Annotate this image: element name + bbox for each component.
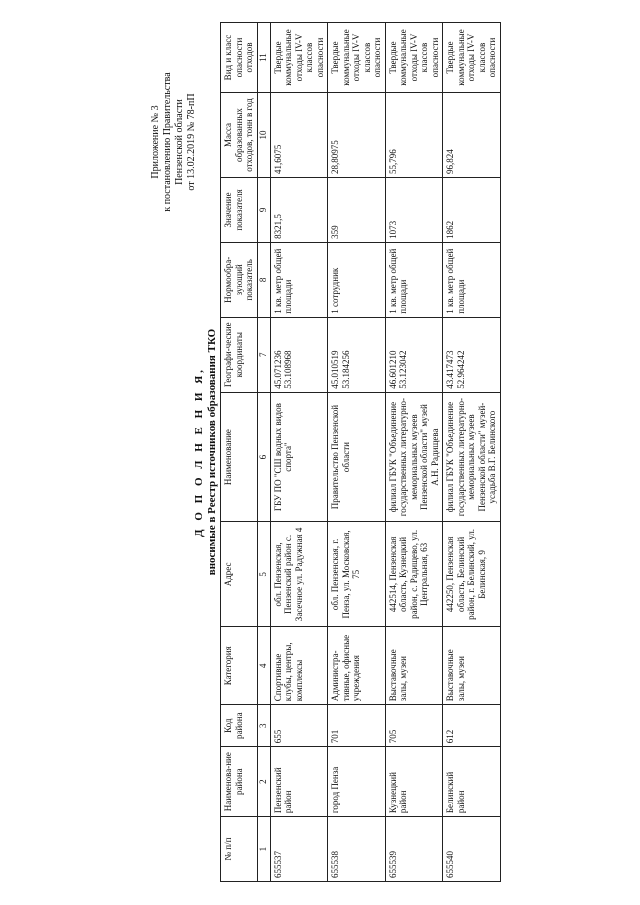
cell-district: город Пенза <box>328 747 386 817</box>
cell-value: 359 <box>328 177 386 242</box>
table-row <box>270 23 328 882</box>
header-row <box>221 23 258 882</box>
cell-number: 655540 <box>443 817 501 882</box>
table-row <box>443 23 501 882</box>
cell-indicator: 1 кв. метр общей площади <box>443 242 501 317</box>
column-number: 5 <box>257 522 270 627</box>
header-cell: Наименование <box>221 392 258 522</box>
cell-coordinates: 45.010519 53.184256 <box>328 317 386 392</box>
cell-address: 442514, Пензенская область, Кузнецкий район, с. Радищево, ул. Центральная, 63 <box>385 522 443 627</box>
header-cell: Код района <box>221 705 258 747</box>
cell-value: 1862 <box>443 177 501 242</box>
cell-number: 655539 <box>385 817 443 882</box>
column-number-row <box>257 23 270 882</box>
cell-address: обл. Пензенская, Пензенский район с. Засечное ул. Радужная 4 <box>270 522 328 627</box>
cell-name: филиал ГБУК "Объединение государственных литературно-мемориальных музеев Пензенской области" музей А.Н. Радищева <box>385 392 443 522</box>
cell-category: Выставочные залы, музеи <box>443 627 501 705</box>
column-number: 4 <box>257 627 270 705</box>
cell-category: Спортивные клубы, центры, комплексы <box>270 627 328 705</box>
cell-coordinates: 43.417473 52.964242 <box>443 317 501 392</box>
cell-mass: 28,80975 <box>328 93 386 178</box>
cell-name: ГБУ ПО "СШ водных видов спорта" <box>270 392 328 522</box>
cell-number: 655537 <box>270 817 328 882</box>
cell-address: 442250, Пензенская область, Белинский район, г. Белинский, ул. Белинская, 9 <box>443 522 501 627</box>
appendix-line-3: Пензенской области <box>174 99 185 185</box>
cell-code: 612 <box>443 705 501 747</box>
cell-code: 701 <box>328 705 386 747</box>
cell-indicator: 1 сотрудник <box>328 242 386 317</box>
cell-mass: 41,6075 <box>270 93 328 178</box>
document-title: Д О П О Л Н Е Н И Я, <box>193 367 205 537</box>
cell-indicator: 1 кв. метр общей площади <box>385 242 443 317</box>
appendix-block <box>150 12 198 272</box>
cell-waste-class: Твердые коммунальные отходы IV-V классов опасности <box>270 23 328 93</box>
cell-district: Кузнецкий район <box>385 747 443 817</box>
cell-category: Администра-тивные, офисные учреждения <box>328 627 386 705</box>
column-number: 1 <box>257 817 270 882</box>
header-cell: Адрес <box>221 522 258 627</box>
column-number: 6 <box>257 392 270 522</box>
appendix-line-1: Приложение № 3 <box>150 105 161 179</box>
table-row <box>385 23 443 882</box>
column-number: 11 <box>257 23 270 93</box>
header-cell: Масса образованных отходов, тонн в год <box>221 93 258 178</box>
cell-waste-class: Твердые коммунальные отходы IV-V классов опасности <box>328 23 386 93</box>
cell-code: 705 <box>385 705 443 747</box>
header-cell: Географи-ческие координаты <box>221 317 258 392</box>
document-subtitle: вносимые в Реестр источников образования ТКО <box>206 328 218 576</box>
column-number: 8 <box>257 242 270 317</box>
header-cell: Значение показателя <box>221 177 258 242</box>
column-number: 9 <box>257 177 270 242</box>
header-cell: Наименова-ние района <box>221 747 258 817</box>
header-cell: Нормообра-зующий показатель <box>221 242 258 317</box>
cell-category: Выставочные залы, музеи <box>385 627 443 705</box>
cell-district: Белинский район <box>443 747 501 817</box>
header-cell: Вид и класс опасности отходов <box>221 23 258 93</box>
title-block <box>193 12 219 892</box>
cell-mass: 55,796 <box>385 93 443 178</box>
appendix-line-2: к постановлению Правительства <box>162 72 173 212</box>
column-number: 7 <box>257 317 270 392</box>
appendix-line-4: от 13.02.2019 № 78-пП <box>186 93 197 191</box>
cell-name: Правительство Пензенской области <box>328 392 386 522</box>
cell-address: обл. Пензенская, г. Пенза, ул. Московская, 75 <box>328 522 386 627</box>
rotated-page <box>20 12 620 892</box>
cell-mass: 96,824 <box>443 93 501 178</box>
cell-code: 655 <box>270 705 328 747</box>
cell-coordinates: 45.071236 53.108968 <box>270 317 328 392</box>
cell-value: 8321,5 <box>270 177 328 242</box>
table-row <box>328 23 386 882</box>
column-number: 3 <box>257 705 270 747</box>
header-cell: Категория <box>221 627 258 705</box>
cell-district: Пензенский район <box>270 747 328 817</box>
column-number: 10 <box>257 93 270 178</box>
cell-value: 1073 <box>385 177 443 242</box>
cell-coordinates: 46.601210 53.123042 <box>385 317 443 392</box>
column-number: 2 <box>257 747 270 817</box>
cell-indicator: 1 кв. метр общей площади <box>270 242 328 317</box>
cell-number: 655538 <box>328 817 386 882</box>
header-cell: № п/п <box>221 817 258 882</box>
cell-name: филиал ГБУК "Объединение государственных литературно-мемориальных музеев Пензенской области" музей-усадьба В.Г. Белинского <box>443 392 501 522</box>
registry-table <box>220 22 501 882</box>
cell-waste-class: Твердые коммунальные отходы IV-V классов опасности <box>385 23 443 93</box>
cell-waste-class: Твердые коммунальные отходы IV-V классов опасности <box>443 23 501 93</box>
